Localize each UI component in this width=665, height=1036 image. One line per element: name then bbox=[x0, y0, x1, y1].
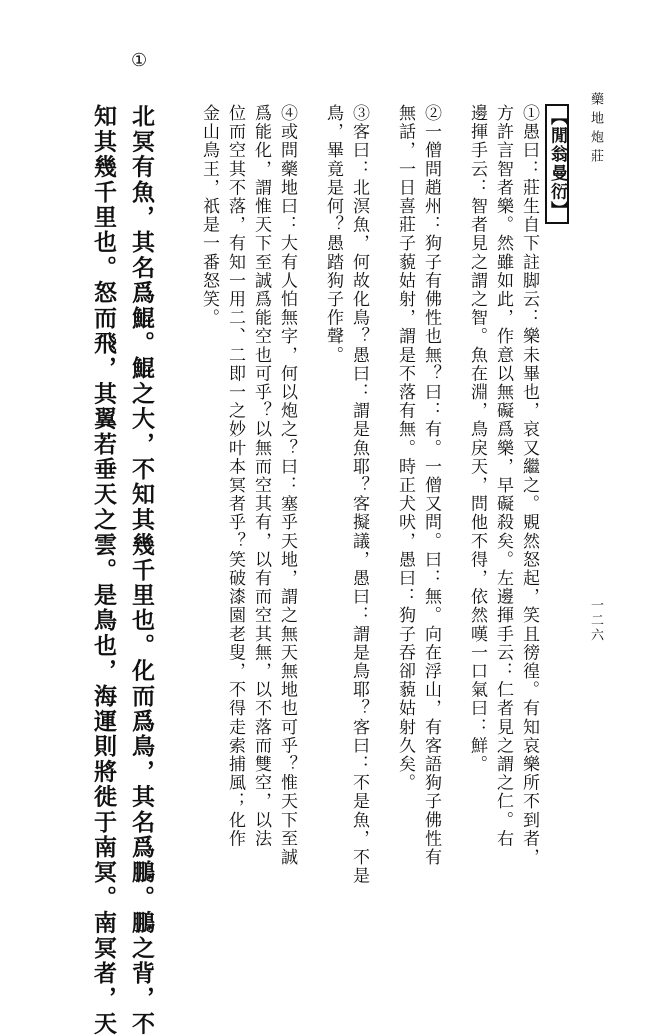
commentary-line: 無話，一日喜莊子藐姑射，謂是不落有無。時正犬吠，愚曰：狗子吞卻藐姑射久矣。 bbox=[395, 104, 415, 793]
commentary-line: 邊揮手云：智者見之謂之智。魚在淵，鳥戾天，問他不得，依然嘆一口氣曰：鮮。 bbox=[467, 104, 487, 774]
main-text-line: 北冥有魚，其名爲鯤。鯤之大，不知其幾千里也。化而爲鳥，其名爲鵬。鵬之背，不 bbox=[128, 104, 155, 1036]
commentary-line: 金山鳥王，祇是一番怒笑。 bbox=[199, 104, 219, 328]
footnote-marker: ① bbox=[131, 50, 148, 71]
running-title: 藥地炮莊 bbox=[588, 92, 603, 168]
commentary-line: 爲能化，謂惟天下至誠爲能空也可乎？以無而空其有，以有而空其無，以不落而雙空，以法 bbox=[251, 104, 271, 848]
commentary-line: 位而空其不落，有知一用二、二即一之妙叶本冥者乎？笑破漆園老叟，不得走索捕風；化作 bbox=[225, 104, 245, 848]
main-text-line: 知其幾千里也。怒而飛，其翼若垂天之雲。是鳥也，海運則將徙于南冥。南冥者，天 bbox=[90, 104, 117, 1036]
commentary-line: ③客曰：北溟魚，何故化鳥？愚曰：謂是魚耶？客擬議，愚曰：謂是鳥耶？客曰：不是魚，不是 bbox=[349, 104, 369, 886]
commentary-line: ①愚曰：莊生自下註脚云：樂未畢也，哀又繼之。覞然怒起，笑且徬徨。有知哀樂所不到者， bbox=[519, 104, 539, 867]
commentary-line bbox=[548, 104, 565, 224]
section-label: 【閒翁曼衍】 bbox=[545, 104, 569, 224]
commentary-line: ②一僧問趙州：狗子有佛性也無？曰：有。一僧又問。曰：無。向在浮山，有客語狗子佛性有 bbox=[421, 104, 441, 867]
commentary-line: ④或問藥地曰：大有人怕無字，何以炮之？曰：塞乎天地，謂之無天無地也可乎？惟天下至誠 bbox=[277, 104, 297, 867]
page-number: 一二六 bbox=[588, 598, 603, 643]
commentary-line: 方許言智者樂。然雖如此，作意以無礙爲樂，早礙殺矣。左邊揮手云：仁者見之謂之仁。右 bbox=[493, 104, 513, 848]
commentary-line: 鳥，畢竟是何？愚踏狗子作聲。 bbox=[323, 104, 343, 365]
